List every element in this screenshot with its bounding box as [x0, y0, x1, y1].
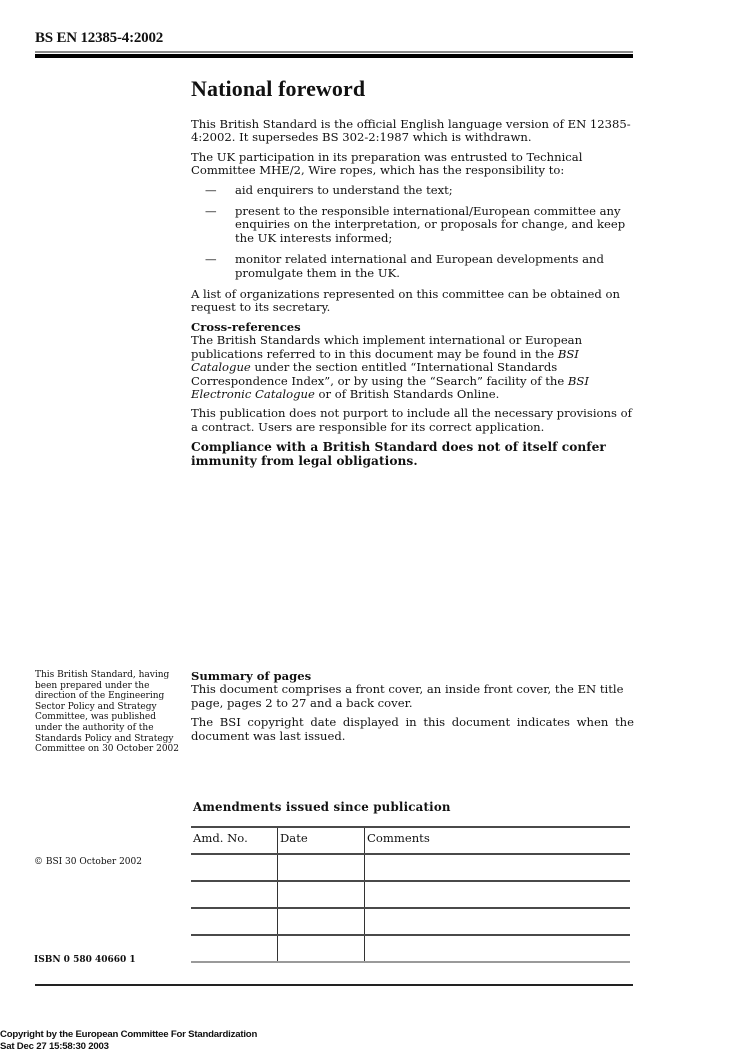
table-cell: [191, 854, 278, 881]
table-cell: [365, 881, 631, 908]
table-header-row: [191, 827, 630, 854]
summary-text: This document comprises a front cover, an inside front cover, the EN title page, pages 2 to 27 and a back cover.: [191, 682, 624, 710]
cross-references-text: [191, 334, 636, 401]
document-id: BS EN 12385-4:2002: [35, 30, 164, 46]
header-rule-thick: [35, 54, 633, 58]
table-cell: [191, 881, 278, 908]
table-cell: [365, 854, 631, 881]
list-item: [191, 184, 636, 197]
amendments-title: Amendments issued since publication: [193, 800, 451, 814]
list-item-text: monitor related international and European developments and promulgate them in the UK.: [235, 252, 604, 280]
column-header-date: Date: [278, 827, 365, 854]
provisions-paragraph: This publication does not purport to include all the necessary provisions of a contract. Users are responsible for its correct application.: [191, 406, 632, 434]
header-rule-thin: [35, 51, 633, 53]
text-run: or of British Standards Online.: [314, 386, 500, 401]
list-item-text: present to the responsible international/European committee any enquiries on the interpretation, or proposals for change, and keep the UK interests informed;: [235, 204, 626, 245]
bsi-catalogue-title: BSI Catalogue: [191, 346, 579, 375]
table-cell: [278, 935, 365, 962]
table-row: [191, 908, 630, 935]
column-header-amd-no: Amd. No.: [191, 827, 278, 854]
text-run: The British Standards which implement international or European publications referred to in this document may be found in the: [191, 333, 583, 361]
dash-bullet: —: [205, 252, 217, 267]
summary-heading: Summary of pages: [191, 669, 312, 683]
footer-timestamp: Sat Dec 27 15:58:30 2003: [0, 1041, 109, 1052]
publication-note: This British Standard, having been prepared under the direction of the Engineering Sector Policy and Strategy Committee, was published under the authority of the Standards Policy and Strategy Committee on 30 October 2002: [35, 670, 179, 755]
list-item-text: aid enquirers to understand the text;: [235, 182, 453, 197]
column-header-comments: Comments: [365, 827, 631, 854]
foreword-paragraph: This British Standard is the official English language version of EN 12385-4:2002. It supersedes BS 302-2:1987 which is withdrawn.: [191, 117, 631, 145]
isbn-number: ISBN 0 580 40660 1: [34, 955, 136, 965]
dash-bullet: —: [205, 204, 217, 219]
summary-of-pages: [191, 670, 634, 749]
list-item: [191, 253, 636, 280]
table-row: [191, 854, 630, 881]
foreword-paragraph: The UK participation in its preparation was entrusted to Technical Committee MHE/2, Wire ropes, which has the responsibility to:: [191, 149, 583, 178]
table-cell: [365, 935, 631, 962]
table-row: [191, 881, 630, 908]
compliance-notice: Compliance with a British Standard does not of itself confer immunity from legal obligations.: [191, 440, 606, 469]
table-cell: [191, 908, 278, 935]
table-cell: [365, 908, 631, 935]
table-cell: [191, 935, 278, 962]
foreword-body: [191, 118, 636, 474]
amendments-table: [191, 826, 630, 963]
table-cell: [278, 881, 365, 908]
table-row: [191, 935, 630, 962]
footer-copyright-line: Copyright by the European Committee For Standardization: [0, 1029, 258, 1040]
table-cell: [278, 908, 365, 935]
text-run: under the section entitled “International Standards Correspondence Index”, or by using the “Search” facility of the: [191, 360, 568, 388]
foreword-paragraph: A list of organizations represented on this committee can be obtained on request to its secretary.: [191, 287, 620, 315]
responsibility-list: [191, 184, 636, 280]
table-cell: [278, 854, 365, 881]
dash-bullet: —: [205, 182, 217, 197]
cen-copyright-footer: [0, 1029, 257, 1053]
page-title: National foreword: [191, 76, 366, 101]
list-item: [191, 205, 636, 245]
bsi-copyright-date: © BSI 30 October 2002: [34, 857, 142, 867]
cross-references-heading: Cross-references: [191, 319, 301, 334]
copyright-date-note: The BSI copyright date displayed in this document indicates when the document was last issued.: [191, 715, 634, 743]
bsi-electronic-catalogue-title: BSI Electronic Catalogue: [191, 373, 589, 401]
bottom-rule: [35, 984, 633, 986]
